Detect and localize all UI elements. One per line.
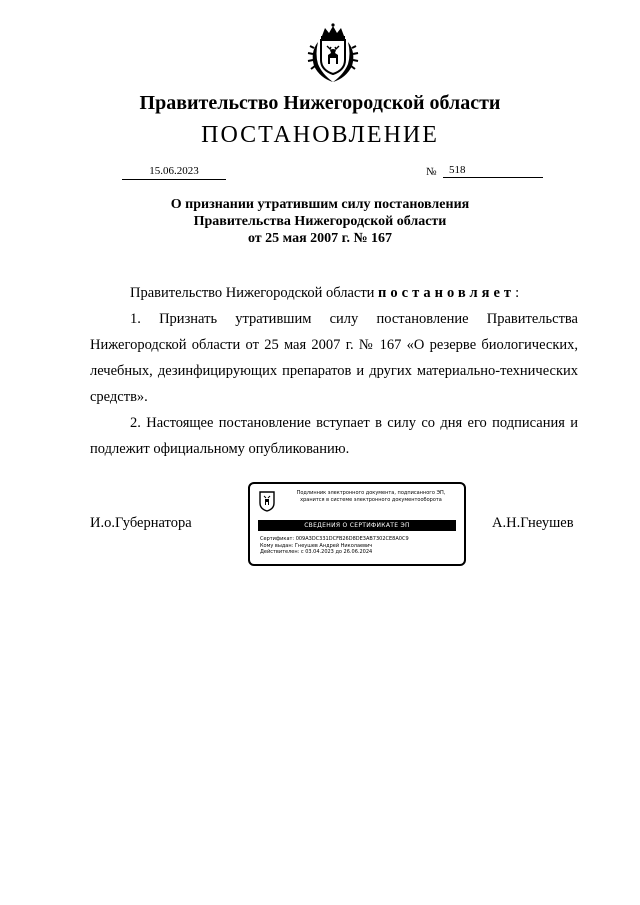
coat-of-arms-icon (258, 490, 276, 512)
number-label: № (426, 166, 437, 178)
subject-line: от 25 мая 2007 г. № 167 (247, 231, 393, 246)
paragraph-2: 2. Настоящее постановление вступает в силу со дня его подписания и подлежит официальному опубликованию. (90, 415, 578, 457)
stamp-header-line: Подлинник электронного документа, подписанного ЭП, (296, 490, 446, 496)
document-subject (0, 196, 640, 247)
stamp-header-line: хранится в системе электронного документооборота (300, 497, 442, 503)
coat-of-arms-icon (300, 22, 366, 88)
stamp-header (280, 490, 462, 504)
subject-line: Правительства Нижегородской области (193, 214, 447, 229)
document-number: 518 (449, 164, 466, 176)
intro-paragraph (90, 280, 578, 306)
document-date: 15.06.2023 (122, 164, 226, 180)
intro-suffix: : (515, 285, 520, 301)
certificate-owner: Кому выдан: Гнеушев Андрей Николаевич (260, 542, 373, 549)
resolves-word: постановляет (378, 285, 516, 301)
certificate-serial: Сертификат: 009A3DC331DCFB26D8DE3AB7302CE8A0C9 (260, 536, 409, 542)
certificate-validity: Действителен: с 03.04.2023 до 26.06.2024 (260, 549, 373, 555)
subject-line: О признании утратившим силу постановления (170, 197, 470, 212)
electronic-signature-stamp (248, 482, 466, 566)
certificate-details (260, 536, 460, 556)
document-number-field (443, 163, 543, 178)
government-title: Правительство Нижегородской области (139, 92, 501, 114)
signatory-name: А.Н.Гнеушев (492, 515, 574, 531)
document-type: ПОСТАНОВЛЕНИЕ (201, 122, 439, 148)
signatory-position: И.о.Губернатора (90, 515, 192, 531)
intro-prefix: Правительство Нижегородской области (130, 285, 379, 301)
paragraph-1: 1. Признать утратившим силу постановление Правительства Нижегородской области от 25 мая 2007 г. № 167 «О резерве биологических, лечебных, дезинфицирующих препаратов и других материально-технических средств». (90, 311, 578, 405)
certificate-info-bar: СВЕДЕНИЯ О СЕРТИФИКАТЕ ЭП (258, 520, 456, 531)
document-body (90, 280, 578, 462)
